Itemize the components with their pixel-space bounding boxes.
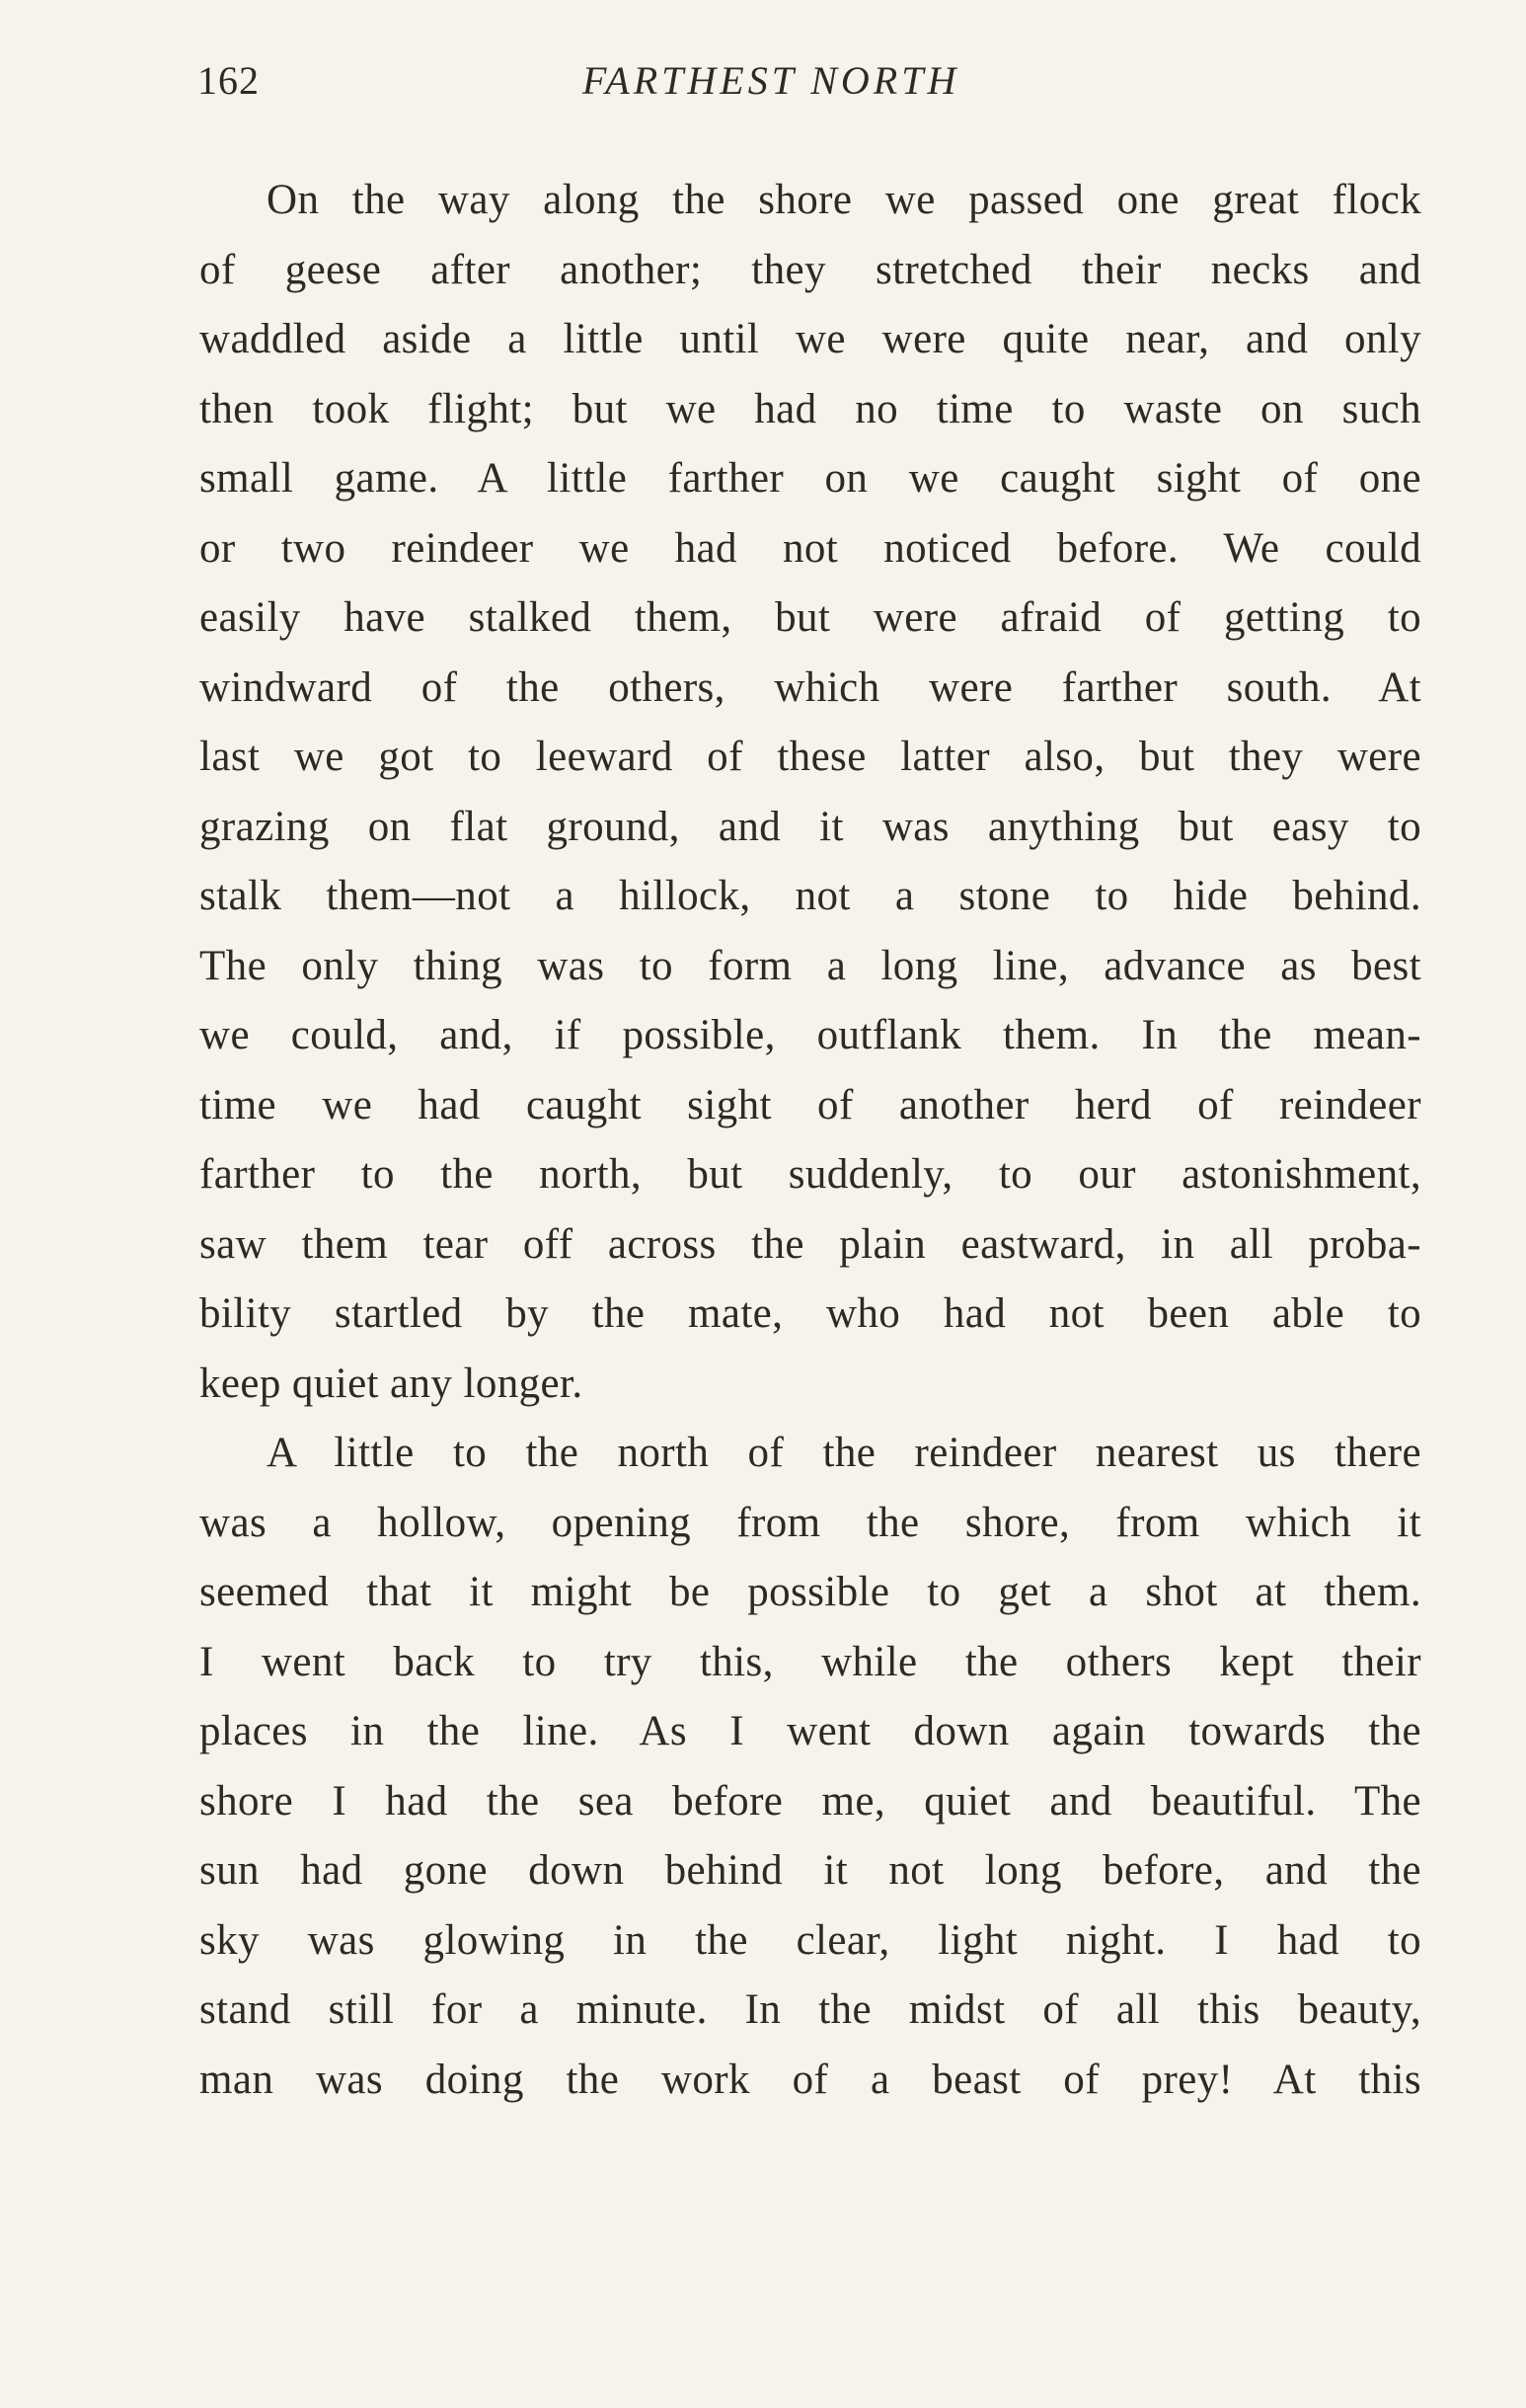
text-line: we could, and, if possible, outflank them. In the mean- [199, 1012, 1421, 1058]
text-line: I went back to try this, while the others kept their [199, 1638, 1421, 1685]
text-line: windward of the others, which were farther south. At [199, 663, 1421, 711]
text-line: grazing on flat ground, and it was anything but easy to [199, 803, 1421, 850]
text-line: last we got to leeward of these latter also, but they were [199, 734, 1421, 780]
page-header [197, 57, 1421, 117]
text-line: man was doing the work of a beast of prey! At this [199, 2056, 1421, 2103]
text-line: of geese after another; they stretched their necks and [199, 246, 1421, 293]
text-line: farther to the north, but suddenly, to our astonishment, [199, 1151, 1421, 1198]
text-line: easily have stalked them, but were afraid of getting to [199, 594, 1421, 641]
page-number: 162 [197, 58, 260, 103]
text-line: stalk them—not a hillock, not a stone to hide behind. [199, 873, 1421, 919]
text-line: stand still for a minute. In the midst of all this beauty, [199, 1986, 1421, 2033]
text-line: time we had caught sight of another herd of reindeer [199, 1081, 1421, 1128]
text-line: keep quiet any longer. [199, 1359, 583, 1407]
text-line: sky was glowing in the clear, light night. I had to [199, 1916, 1421, 1964]
text-line: waddled aside a little until we were quite near, and only [199, 316, 1421, 362]
text-line: saw them tear off across the plain eastward, in all proba- [199, 1220, 1421, 1268]
body-text [199, 166, 1421, 2115]
text-line: The only thing was to form a long line, advance as best [199, 942, 1421, 989]
running-head: FARTHEST NORTH [582, 58, 960, 103]
text-line: was a hollow, opening from the shore, from which it [199, 1499, 1421, 1546]
text-line: places in the line. As I went down again towards the [199, 1708, 1421, 1754]
text-line: sun had gone down behind it not long before, and the [199, 1847, 1421, 1894]
text-line: then took flight; but we had no time to waste on such [199, 385, 1421, 432]
text-line: small game. A little farther on we caught sight of one [199, 455, 1421, 502]
text-line: On the way along the shore we passed one great flock [267, 177, 1421, 223]
text-line: A little to the north of the reindeer nearest us there [267, 1430, 1421, 1476]
text-line: bility startled by the mate, who had not been able to [199, 1290, 1421, 1337]
text-line: shore I had the sea before me, quiet and beautiful. The [199, 1777, 1421, 1825]
text-line: seemed that it might be possible to get a shot at them. [199, 1569, 1421, 1615]
text-line: or two reindeer we had not noticed before. We could [199, 524, 1421, 572]
